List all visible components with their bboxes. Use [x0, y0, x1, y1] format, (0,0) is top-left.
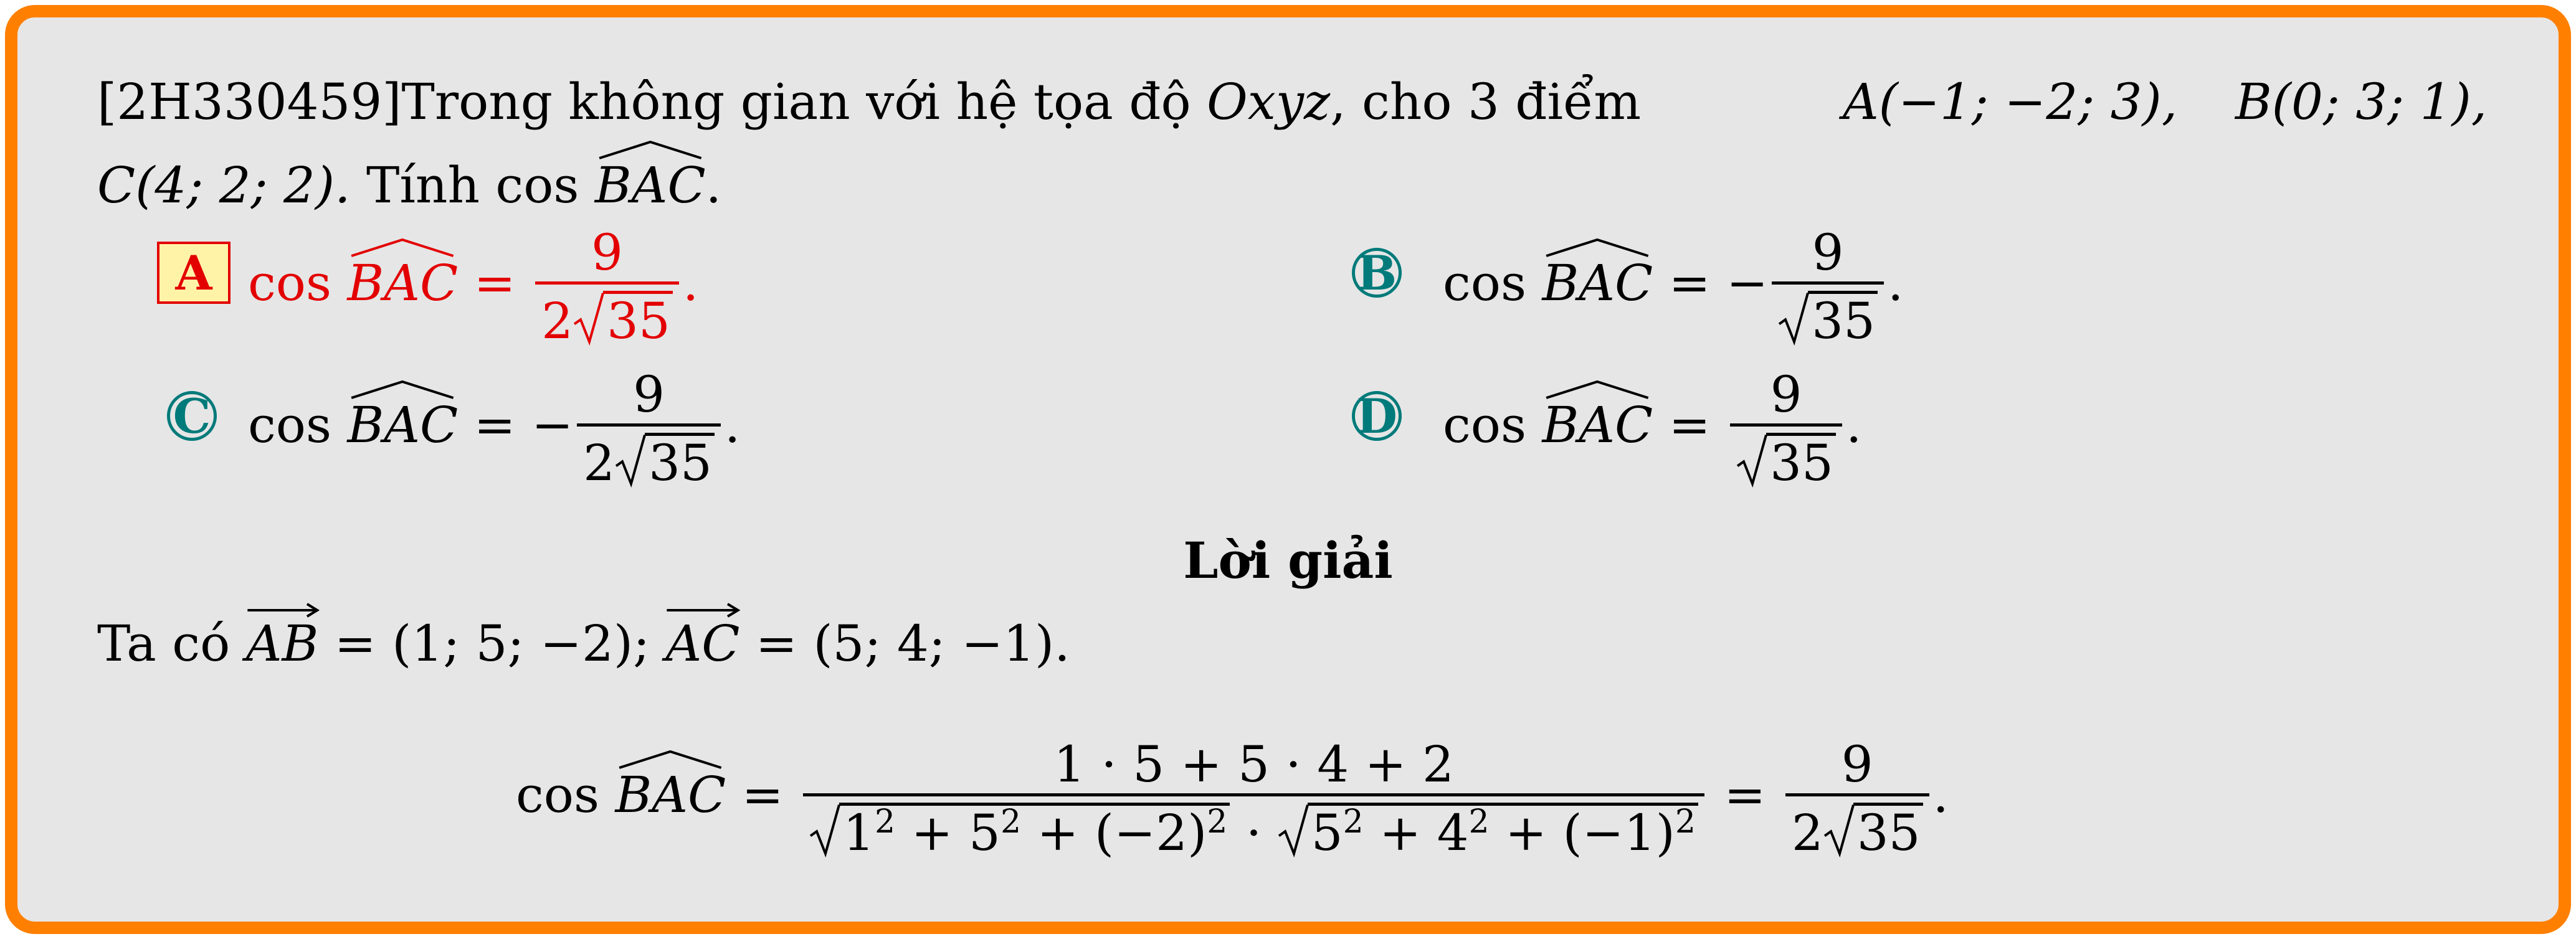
- option-c-label: C: [167, 391, 217, 441]
- problem-id: [2H330459]: [97, 73, 402, 131]
- point-b: B(0; 3; 1),: [2235, 73, 2488, 131]
- sqrt-sign-icon: [1823, 803, 1855, 858]
- solution-vectors: [97, 615, 1070, 672]
- question-word: Tính: [366, 156, 480, 214]
- sqrt-sign-icon: [573, 291, 604, 346]
- formula-result-fraction: 9 2 35: [1785, 740, 1929, 858]
- option-c-cos: cos: [248, 396, 332, 454]
- angle-hat-icon: [615, 749, 726, 770]
- problem-line-2: [97, 156, 722, 214]
- option-b-label: B: [1352, 248, 1402, 298]
- angle-hat-icon: [595, 139, 706, 161]
- option-b-badge[interactable]: [1352, 245, 1402, 301]
- option-c-badge[interactable]: [167, 388, 217, 444]
- angle-hat-icon: [1542, 237, 1653, 258]
- angle-bac: BAC: [595, 161, 706, 210]
- option-a-angle: BAC: [347, 258, 458, 308]
- sqrt-sign-icon: [1278, 803, 1309, 858]
- option-d-cos: cos: [1443, 396, 1527, 454]
- sqrt-ac-length: $5^2 + 4^2 + (-1)^2$: [1278, 803, 1698, 858]
- vector-ab: AB: [246, 619, 319, 669]
- solution-intro: Ta có: [97, 615, 231, 672]
- option-b-answer[interactable]: cos BAC = − $\frac{9}{35}$ .: [1443, 224, 1904, 350]
- option-a-badge[interactable]: [157, 242, 231, 304]
- option-c-answer[interactable]: cos BAC = − 9 2 35 .: [248, 366, 741, 492]
- formula-cos: cos: [516, 766, 600, 824]
- option-c-sign: −: [531, 396, 574, 454]
- formula-angle: BAC: [615, 770, 726, 820]
- cos-label: cos: [495, 156, 579, 214]
- vector-ac-value: = (5; 4; −1).: [755, 615, 1070, 672]
- sqrt-sign-icon: [1778, 291, 1809, 346]
- option-b-cos: cos: [1443, 254, 1527, 312]
- stem-part-1: Trong không gian với hệ tọa độ: [401, 73, 1207, 131]
- vector-arrow-icon: [665, 600, 739, 619]
- point-a: A(−1; −2; 3),: [1843, 73, 2178, 131]
- formula-main-fraction: 1 · 5 + 5 · 4 + 2 $1^2 + 5^2 + (-2)^2$ · $5^2 + 4^2 + (-1)^2$: [803, 740, 1704, 858]
- sqrt-sign-icon: [615, 433, 646, 488]
- problem-card: [5, 5, 2571, 934]
- solution-formula: cos BAC = 1 · 5 + 5 · 4 + 2 $1^2 + 5^2 + (-2)^2$ · $5^2 + 4^2 + (-1)^2$ = 9 2 35 .: [516, 735, 1949, 862]
- option-a-fraction: 9 2 35: [535, 228, 679, 346]
- option-a-cos: cos: [248, 254, 332, 312]
- angle-hat-icon: [1542, 379, 1653, 400]
- vector-ac: AC: [665, 619, 739, 669]
- coord-system: Oxyz: [1207, 73, 1331, 131]
- option-c-fraction: 9 2 35: [577, 370, 721, 488]
- option-d-angle: BAC: [1542, 400, 1653, 450]
- vector-ab-value: = (1; 5; −2);: [334, 615, 650, 672]
- option-d-fraction: $\frac{9}{35}$: [1730, 370, 1842, 488]
- vector-arrow-icon: [246, 600, 319, 619]
- question-period: .: [705, 156, 722, 214]
- option-a-answer[interactable]: cos BAC = 9 2 35 .: [248, 224, 699, 350]
- option-b-sign: −: [1726, 254, 1769, 312]
- angle-hat-icon: [347, 237, 458, 258]
- solution-heading: Lời giải: [1183, 531, 1393, 590]
- sqrt-ab-length: $1^2 + 5^2 + (-2)^2$: [809, 803, 1230, 858]
- option-b-angle: BAC: [1542, 258, 1653, 308]
- option-d-badge[interactable]: [1352, 388, 1402, 444]
- option-a-label: A: [157, 242, 231, 304]
- problem-line-1: [97, 73, 1642, 131]
- stem-part-2: , cho 3 điểm: [1330, 73, 1642, 131]
- sqrt-sign-icon: [809, 803, 840, 858]
- sqrt-sign-icon: [1736, 433, 1767, 488]
- option-b-fraction: $\frac{9}{35}$: [1772, 228, 1884, 346]
- option-c-angle: BAC: [347, 400, 458, 450]
- angle-hat-icon: [347, 379, 458, 400]
- point-c: C(4; 2; 2).: [97, 156, 351, 214]
- option-d-answer[interactable]: cos BAC = $\frac{9}{35}$ .: [1443, 366, 1862, 492]
- option-d-label: D: [1352, 391, 1402, 441]
